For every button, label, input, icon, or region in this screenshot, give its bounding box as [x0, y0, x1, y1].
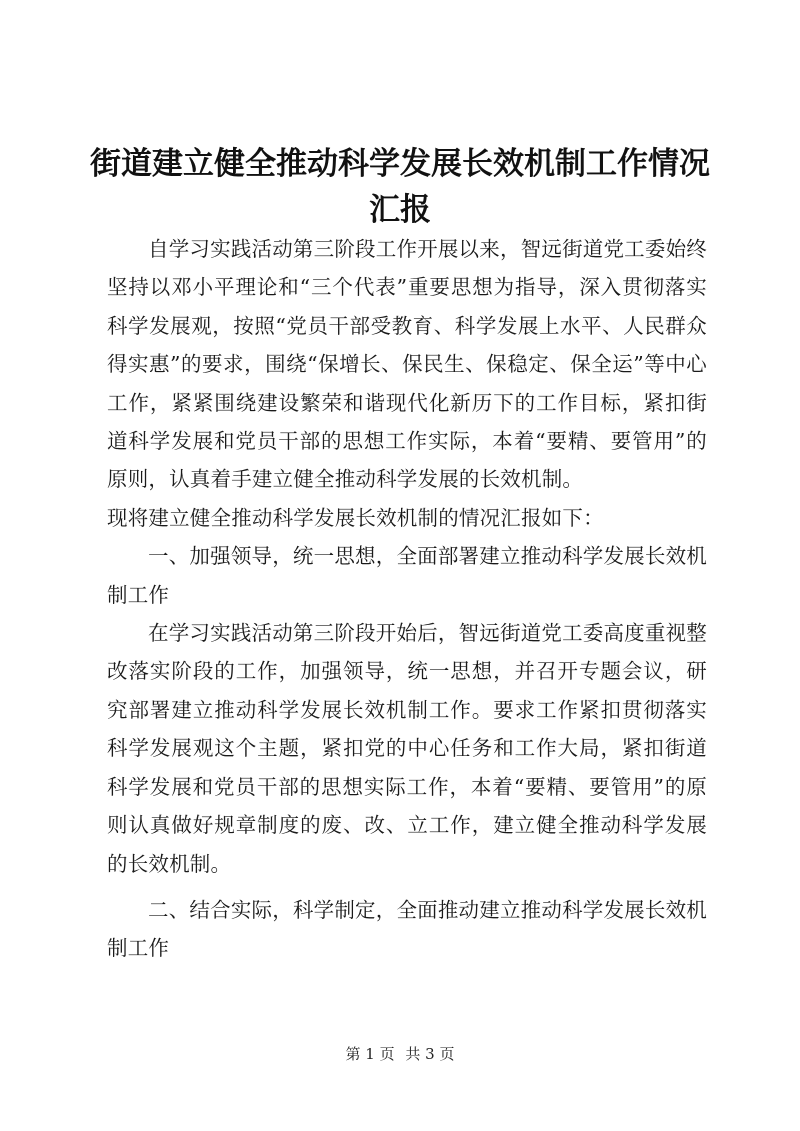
page-number: 第 1 页: [345, 1045, 395, 1063]
paragraph-intro: 自学习实践活动第三阶段工作开展以来，智远街道党工委始终坚持以邓小平理论和“三个代表”重要思想为指导，深入贯彻落实科学发展观，按照“党员干部受教育、科学发展上水平、人民群众得实惠”的要求，围绕“保增长、保民生、保稳定、保全运”等中心工作，紧紧围绕建设繁荣和谐现代化新历下的工作目标，紧扣街道科学发展和党员干部的思想工作实际，本着“要精、要管用”的原则，认真着手建立健全推动科学发展的长效机制。: [107, 237, 707, 492]
paragraph-section-1: 在学习实践活动第三阶段开始后，智远街道党工委高度重视整改落实阶段的工作，加强领导，统一思想，并召开专题会议，研究部署建立推动科学发展长效机制工作。要求工作紧扣贯彻落实科学发展观这个主题，紧扣党的中心任务和工作大局，紧扣街道科学发展和党员干部的思想实际工作，本着“要精、要管用”的原则认真做好规章制度的废、改、立工作，建立健全推动科学发展的长效机制。: [107, 621, 707, 876]
section-heading-1: 一、加强领导，统一思想，全面部署建立推动科学发展长效机制工作: [107, 544, 707, 607]
document-title-line-1: 街道建立健全推动科学发展长效机制工作情况: [90, 146, 710, 182]
document-title-line-2: 汇报: [369, 192, 431, 228]
paragraph-report-lead: 现将建立健全推动科学发展长效机制的情况汇报如下：: [107, 505, 604, 530]
document-body: [107, 230, 707, 968]
section-heading-2: 二、结合实际，科学制定，全面推动建立推动科学发展长效机制工作: [107, 897, 707, 961]
page-footer: [0, 1043, 800, 1064]
page-total: 共 3 页: [405, 1045, 455, 1063]
